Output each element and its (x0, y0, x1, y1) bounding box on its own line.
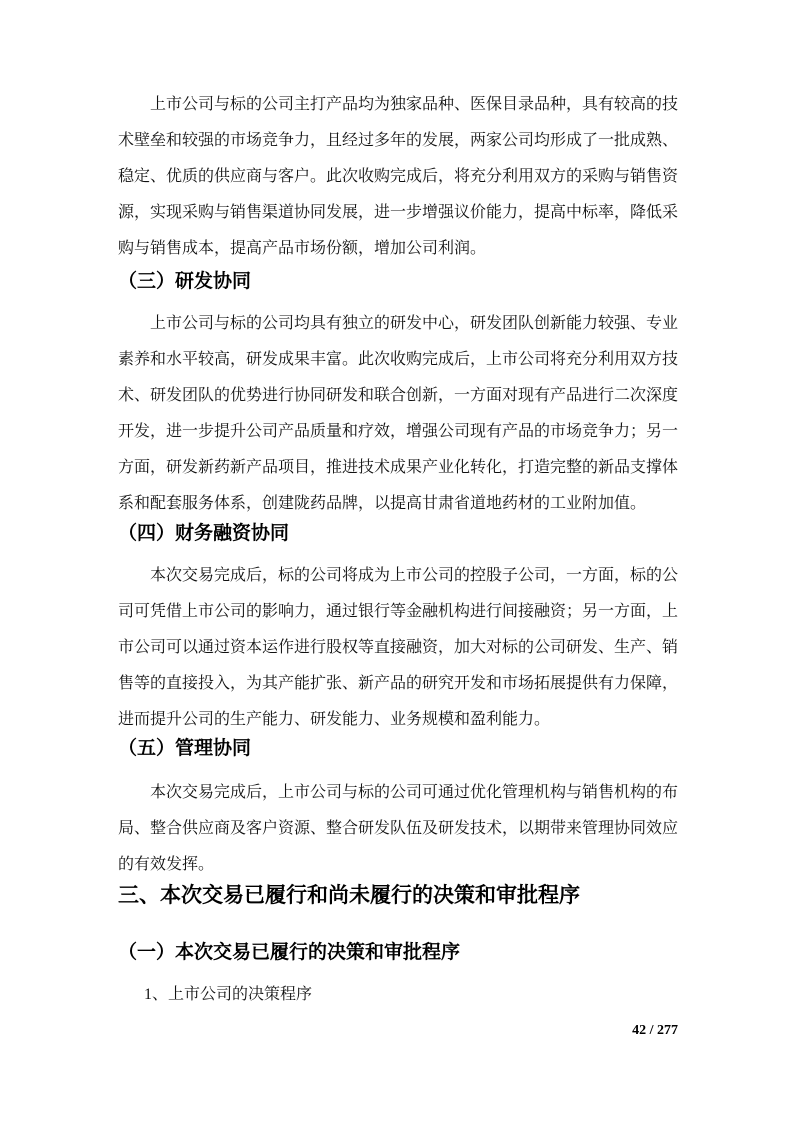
heading-section3: 三、本次交易已履行和尚未履行的决策和审批程序 (118, 884, 580, 907)
paragraph-rd-synergy: 上市公司与标的公司均具有独立的研发中心，研发团队创新能力较强、专业素养和水平较高，研发成果丰富。此次收购完成后，上市公司将充分利用双方技术、研发团队的优势进行协同研发和联合创新，一方面对现有产品进行二次深度开发，进一步提升公司产品质量和疗效，增强公司现有产品的市场竞争力；另一方面，研发新药新产品项目，推进技术成果产业化转化，打造完整的新品支撑体系和配套服务体系，创建陇药品牌，以提高甘肃省道地药材的工业附加值。 (118, 315, 679, 512)
heading-finance-synergy: （四）财务融资协同 (118, 523, 290, 544)
paragraph-management-synergy: 本次交易完成后，上市公司与标的公司可通过优化管理机构与销售机构的布局、整合供应商及客户资源、整合研发队伍及研发技术，以期带来管理协同效应的有效发挥。 (118, 784, 679, 873)
heading-management-synergy: （五）管理协同 (118, 738, 252, 759)
heading-section3-sub1: （一）本次交易已履行的决策和审批程序 (118, 942, 461, 963)
page-number: 42 / 277 (632, 1023, 678, 1038)
list-item-decision-procedure: 1、上市公司的决策程序 (144, 986, 313, 1003)
heading-rd-synergy: （三）研发协同 (118, 271, 252, 292)
paragraph-procurement-synergy: 上市公司与标的公司主打产品均为独家品种、医保目录品种，具有较高的技术壁垒和较强的市场竞争力，且经过多年的发展，两家公司均形成了一批成熟、稳定、优质的供应商与客户。此次收购完成后，将充分利用双方的采购与销售资源，实现采购与销售渠道协同发展，进一步增强议价能力，提高中标率，降低采购与销售成本，提高产品市场份额，增加公司利润。 (118, 96, 679, 257)
paragraph-finance-synergy: 本次交易完成后，标的公司将成为上市公司的控股子公司，一方面，标的公司可凭借上市公司的影响力，通过银行等金融机构进行间接融资；另一方面，上市公司可以通过资本运作进行股权等直接融资，加大对标的公司研发、生产、销售等的直接投入，为其产能扩张、新产品的研究开发和市场拓展提供有力保障，进而提升公司的生产能力、研发能力、业务规模和盈利能力。 (118, 567, 679, 728)
